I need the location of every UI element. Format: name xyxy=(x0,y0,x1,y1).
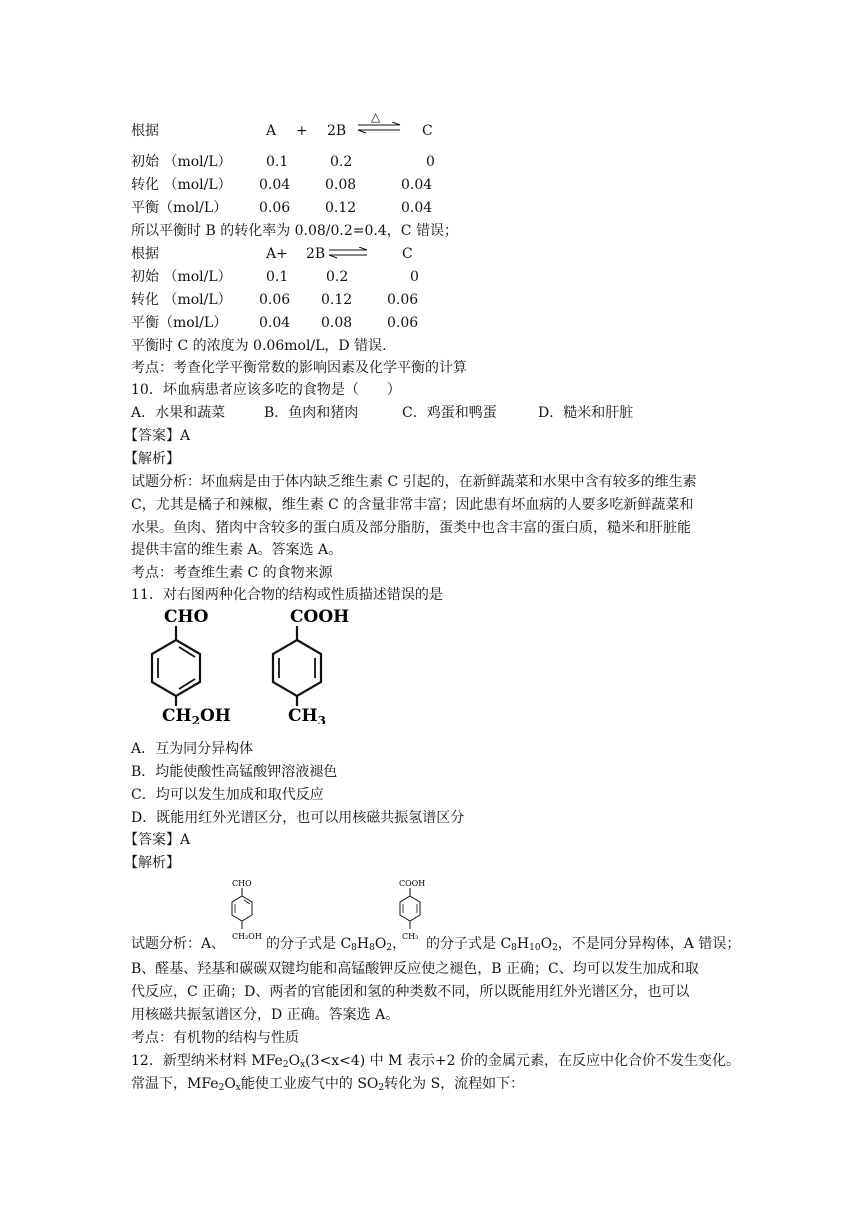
row-label: 根据 xyxy=(131,123,159,139)
row-label: 根据 xyxy=(131,246,159,262)
struct1-bottom-sub: 2 xyxy=(191,714,200,724)
q11-analysis-line: 代反应，C 正确；D、两者的官能团和氢的种类数不同，所以既能用红外光谱区分，也可以 xyxy=(131,984,690,1000)
q10-kaodian: 考点：考查维生素 C 的食物来源 xyxy=(131,565,333,581)
q11-formula-1: 的分子式是 $C_8H_8O_2$， xyxy=(266,936,407,953)
q11-option-c: C．均可以发生加成和取代反应 xyxy=(131,787,324,803)
svg-text:CH2OH xyxy=(162,706,231,724)
row-label: 平衡（mol/L） xyxy=(131,315,228,331)
equilibrium-arrow-icon xyxy=(327,247,369,259)
q11-option-d: D．既能用红外光谱区分，也可以用核磁共振氢谱区分 xyxy=(131,810,465,826)
cell-b: 0.08 xyxy=(321,315,353,331)
cell-b: 0.2 xyxy=(326,269,349,285)
q10-stem: 10．坏血病患者应该多吃的食物是（ ） xyxy=(131,382,401,398)
cell-c: 0.06 xyxy=(387,315,419,331)
q10-analysis-line: 水果。鱼肉、猪肉中含较多的蛋白质及部分脂肪，蛋类中也含丰富的蛋白质，糙米和肝脏能 xyxy=(131,520,691,536)
struct1-bottom-post: OH xyxy=(199,706,231,724)
struct2-bottom-pre: CH xyxy=(288,706,318,724)
cell-a: 0.06 xyxy=(259,292,291,308)
q10-analysis-line: C，尤其是橘子和辣椒，维生素 C 的含量非常丰富；因此患有坏血病的人要多吃新鲜蔬菜和 xyxy=(131,497,694,513)
struct1-bottom-pre: CH xyxy=(162,706,192,724)
cell-c: 0.06 xyxy=(387,292,419,308)
cell-a: 0.06 xyxy=(259,200,291,216)
svg-text:CH3 xyxy=(288,706,326,724)
cell-c: 0 xyxy=(426,154,435,170)
row-label: 初始 （mol/L） xyxy=(131,269,232,285)
q10-option-c: C．鸡蛋和鸭蛋 xyxy=(402,405,497,421)
heat-symbol: △ xyxy=(371,110,381,124)
row-label: 初始 （mol/L） xyxy=(131,154,232,170)
q11-option-b: B．均能使酸性高锰酸钾溶液褪色 xyxy=(131,764,338,780)
q11-analysis-line: 用核磁共振氢谱区分，D 正确。答案选 A。 xyxy=(131,1007,400,1023)
cell-c: 0.04 xyxy=(401,200,433,216)
small2-bottom: CH₃ xyxy=(402,932,419,941)
q12-line-1: 12．新型纳米材料 $MFe_2O_x(3<x<4)$ 中 M 表示+2 价的金属元素，在反应中化合价不发生变化。 xyxy=(131,1053,741,1070)
q11-jiexi: 【解析】 xyxy=(124,855,180,871)
cell-a: 0.04 xyxy=(259,177,291,193)
row-label: 转化 （mol/L） xyxy=(131,177,232,193)
structure-cyclohexadiene-acid xyxy=(262,602,372,724)
cell-b: 0.08 xyxy=(325,177,357,193)
cell-b: 0.12 xyxy=(321,292,353,308)
species-c: C xyxy=(402,246,413,262)
conversion-line: 所以平衡时 B 的转化率为 0.08/0.2=0.4，C 错误； xyxy=(131,223,458,239)
cell-b: 0.2 xyxy=(330,154,353,170)
equilibrium-arrow-icon xyxy=(356,122,402,134)
cell-b: 0.12 xyxy=(325,200,357,216)
q10-option-a: A．水果和蔬菜 xyxy=(131,405,226,421)
species-b: 2B xyxy=(306,246,326,262)
cell-a: 0.1 xyxy=(266,269,289,285)
small-structure-1 xyxy=(222,876,268,948)
q10-jiexi: 【解析】 xyxy=(124,451,180,467)
cell-c: 0 xyxy=(410,269,419,285)
cell-c: 0.04 xyxy=(401,177,433,193)
c-concentration-line: 平衡时 C 的浓度为 0.06mol/L，D 错误. xyxy=(131,338,387,354)
q10-analysis-line: 提供丰富的维生素 A。答案选 A。 xyxy=(131,542,343,558)
cell-a: 0.04 xyxy=(259,315,291,331)
q10-analysis-line: 试题分析：坏血病是由于体内缺乏维生素 C 引起的，在新鲜蔬菜和水果中含有较多的维生素 xyxy=(131,474,697,490)
plus-sign: + xyxy=(296,123,308,139)
q11-analysis-line: B、醛基、羟基和碳碳双键均能和高锰酸钾反应使之褪色，B 正确；C、均可以发生加成和取 xyxy=(131,961,699,977)
species-c: C xyxy=(422,123,433,139)
row-label: 平衡（mol/L） xyxy=(131,200,228,216)
q11-option-a: A．互为同分异构体 xyxy=(131,741,254,757)
species-b: 2B xyxy=(327,123,347,139)
q12-line-2: 常温下，$MFe_2O_x$能使工业废气中的 $SO_2$转化为 S，流程如下： xyxy=(131,1076,525,1093)
small1-top: CHO xyxy=(232,879,252,888)
species-a: A xyxy=(266,123,277,139)
struct2-top-label: COOH xyxy=(290,607,350,627)
q10-answer: 【答案】A xyxy=(124,428,191,444)
row-label: 转化 （mol/L） xyxy=(131,292,232,308)
struct2-bottom-sub: 3 xyxy=(317,714,326,724)
small1-bottom: CH₂OH xyxy=(232,932,262,941)
q11-formula-2: 的分子式是 $C_8H_{10}O_2$，不是同分异构体，A 错误； xyxy=(426,936,741,953)
species-a: A+ xyxy=(266,246,288,262)
q11-kaodian: 考点：有机物的结构与性质 xyxy=(131,1030,299,1046)
q11-analysis-pre: 试题分析：A、 xyxy=(131,936,226,952)
q10-option-b: B．鱼肉和猪肉 xyxy=(264,405,359,421)
cell-a: 0.1 xyxy=(266,154,289,170)
structure-benzaldehyde-alcohol xyxy=(138,602,248,724)
kaodian-9: 考点：考查化学平衡常数的影响因素及化学平衡的计算 xyxy=(131,360,467,376)
q11-answer: 【答案】A xyxy=(124,832,191,848)
q10-option-d: D．糙米和肝脏 xyxy=(538,405,634,421)
struct1-top-label: CHO xyxy=(164,607,209,627)
small2-top: COOH xyxy=(399,879,426,888)
q11-stem: 11．对右图两种化合物的结构或性质描述错误的是 xyxy=(131,587,443,603)
